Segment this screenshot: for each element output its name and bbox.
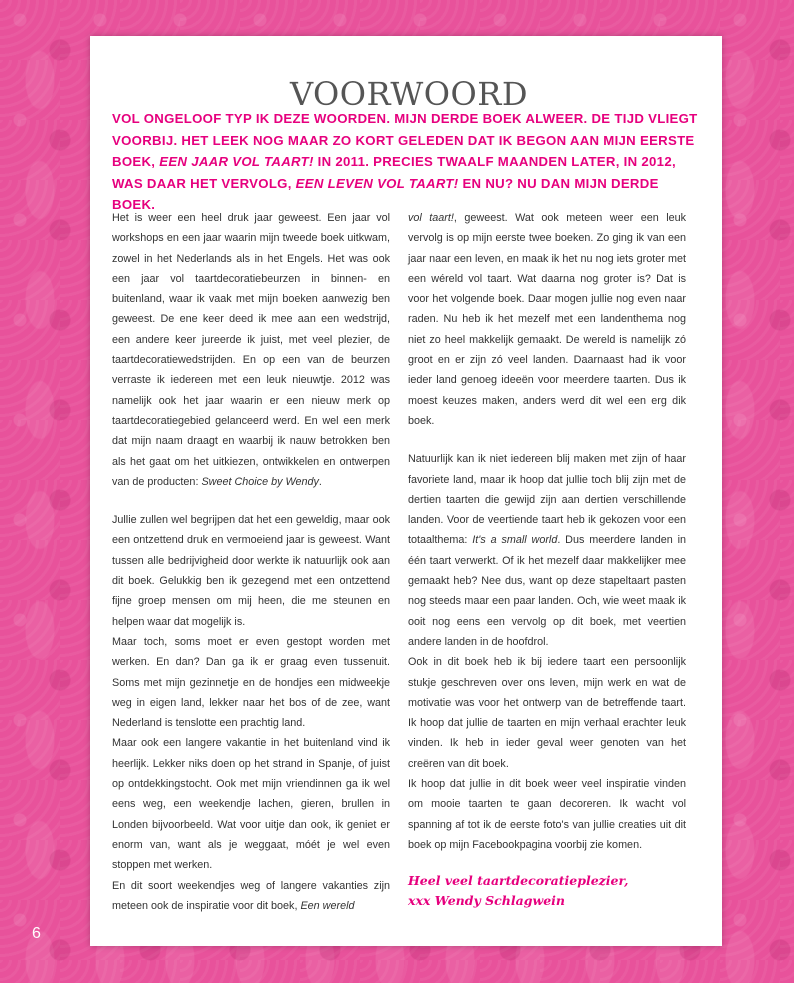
brand-name: Sweet Choice by Wendy — [201, 475, 319, 488]
left-paragraph-4: Maar ook een langere vakantie in het buitenland vind ik heerlijk. Lekker niks doen op het strand in Spanje, of juist op ontdekkingstocht. Ook met mijn vriendinnen ga ik wel eens weg, een weekendje lachen, gieren, brullen in Londen bijvoorbeeld. Wat voor uitje dan ook, ik geniet er enorm van, want als je weggaat, móét je wel even stoppen met werken. — [112, 737, 390, 872]
left-paragraph-5 — [112, 876, 390, 917]
right-p2-text: Natuurlijk kan ik niet iedereen blij maken met zijn of haar favoriete land, maar ik hoop dat jullie toch blij zijn met de dertien taarten die gewijd zijn aan dertien verschillende landen. Voor de veertiende taart heb ik gekozen voor een totaalthema: — [408, 453, 686, 547]
right-p1-text: , geweest. Wat ook meteen weer een leuk vervolg is op mijn eerste twee boeken. Zo ging ik van een jaar naar een leven, en maak ik het nu nog iets groter met een wéreld vol taart. Wat daarna nog groter is? Dat is voor het volgende boek. Daar mogen jullie nog even naar raden. Nu heb ik het mezelf met een landenthema nog niet zo heel makkelijk gemaakt. De wereld is namelijk zó groot en er zijn zó veel landen. Daarnaast had ik voor ieder land genoeg ideeën voor meerdere taarten. Dus ik moest keuzes maken, anders werd dit wel een erg dik boek. — [408, 212, 687, 427]
page-title: VOORWOORD — [290, 75, 529, 114]
left-p1-end: . — [318, 475, 322, 488]
intro-book-title-2: EEN LEVEN VOL TAART! — [295, 175, 459, 191]
intro-text-1: VOL ONGELOOF TYP IK DEZE WOORDEN. MIJN DERDE BOEK ALWEER. DE TIJD VLIEGT VOORBIJ. HET LEEK NOG MAAR ZO KORT GELEDEN DAT IK BEGON AAN MIJN EERSTE BOEK, — [112, 111, 698, 169]
left-p1-text: Het is weer een heel druk jaar geweest. Een jaar vol workshops en een jaar waarin mijn tweede boek uitkwam, zowel in het Nederlands als in het Engels. Het was ook een jaar vol taartdecoratiebeurzen in binnen- en buitenland, waar ik vaak met mijn boeken aanwezig ben geweest. De ene keer deed ik mee aan een wedstrijd, een andere keer jureerde ik juist, met veel plezier, de taartdecoratiewedstrijden. En op een van de beurzen verraste ik iedereen met een leuk nieuwtje. 2012 was namelijk ook het jaar waarin er een nieuw merk op taartdecoratiegebied gelanceerd werd. En wel een merk dat mijn naam draagt en waarbij ik nauw betrokken ben als het gaat om het uitkiezen, ontwikkelen en ontwerpen van de producten: — [112, 212, 390, 488]
right-paragraph-2 — [408, 449, 686, 652]
book-title-start: Een wereld — [300, 899, 355, 912]
signature-line-1: Heel veel taartdecoratieplezier, — [408, 873, 629, 889]
theme-name: It's a small world — [472, 534, 558, 547]
intro-paragraph — [112, 108, 700, 216]
right-paragraph-1 — [408, 208, 686, 431]
signature-line-2: xxx Wendy Schlagwein — [408, 893, 565, 909]
intro-book-title-1: EEN JAAR VOL TAART! — [159, 154, 314, 169]
right-paragraph-3: Ook in dit boek heb ik bij iedere taart een persoonlijk stukje geschreven over ons leven, mijn werk en wat de motivatie was voor het ontwerp van de betreffende taart. Ik hoop dat jullie de taarten en mijn verhaal erachter leuk vinden. Ik heb in ieder geval weer genoten van het creëren van dit boek. — [408, 656, 686, 770]
book-title-end: vol taart! — [408, 212, 454, 224]
intro-text-2: IN 2011. PRECIES TWAALF MAANDEN LATER, IN 2012, WAS DAAR HET VERVOLG, — [112, 154, 676, 191]
book-page — [90, 36, 722, 946]
right-column — [408, 208, 686, 911]
signature — [408, 871, 686, 911]
left-p5-text: En dit soort weekendjes weg of langere vakanties zijn meteen ook de inspiratie voor dit boek, — [112, 879, 390, 912]
left-paragraph-1 — [112, 208, 390, 492]
right-paragraph-4: Ik hoop dat jullie in dit boek weer veel inspiratie vinden om mooie taarten te gaan decoreren. Ik wacht vol spanning af tot ik de eerste foto's van jullie creaties uit dit boek op mijn Facebookpagina voorbij zie komen. — [408, 778, 686, 851]
intro-text-3: EN NU? NU DAN MIJN DERDE BOEK. — [112, 175, 659, 212]
left-paragraph-2: Jullie zullen wel begrijpen dat het een geweldig, maar ook een ontzettend druk en vermoeiend jaar is geweest. Want tussen alle bedrijvigheid door werkte ik natuurlijk ook aan dit boek. Gelukkig ben ik gezegend met een ontzettend fijne groep mensen om mij heen, die me steunen en helpen waar dat mogelijk is. — [112, 514, 390, 628]
left-column — [112, 208, 390, 916]
right-p2-rest: . Dus meerdere landen in één taart verwerkt. Of ik het mezelf daar makkelijker mee gemaakt heb? Nee dus, want op deze stapeltaart pasten nog steeds maar een paar landen. Och, wie weet maak ik ooit nog eens een vervolg op dit boek, met veertien andere landen in de hoofdrol. — [408, 534, 686, 648]
left-paragraph-3: Maar toch, soms moet er even gestopt worden met werken. En dan? Dan ga ik er graag even tussenuit. Soms met mijn gezinnetje en de hondjes een midweekje weg in eigen land, lekker naar het bos of de zee, want Nederland is tenslotte een prachtig land. — [112, 635, 390, 730]
page-number: 6 — [32, 925, 41, 942]
